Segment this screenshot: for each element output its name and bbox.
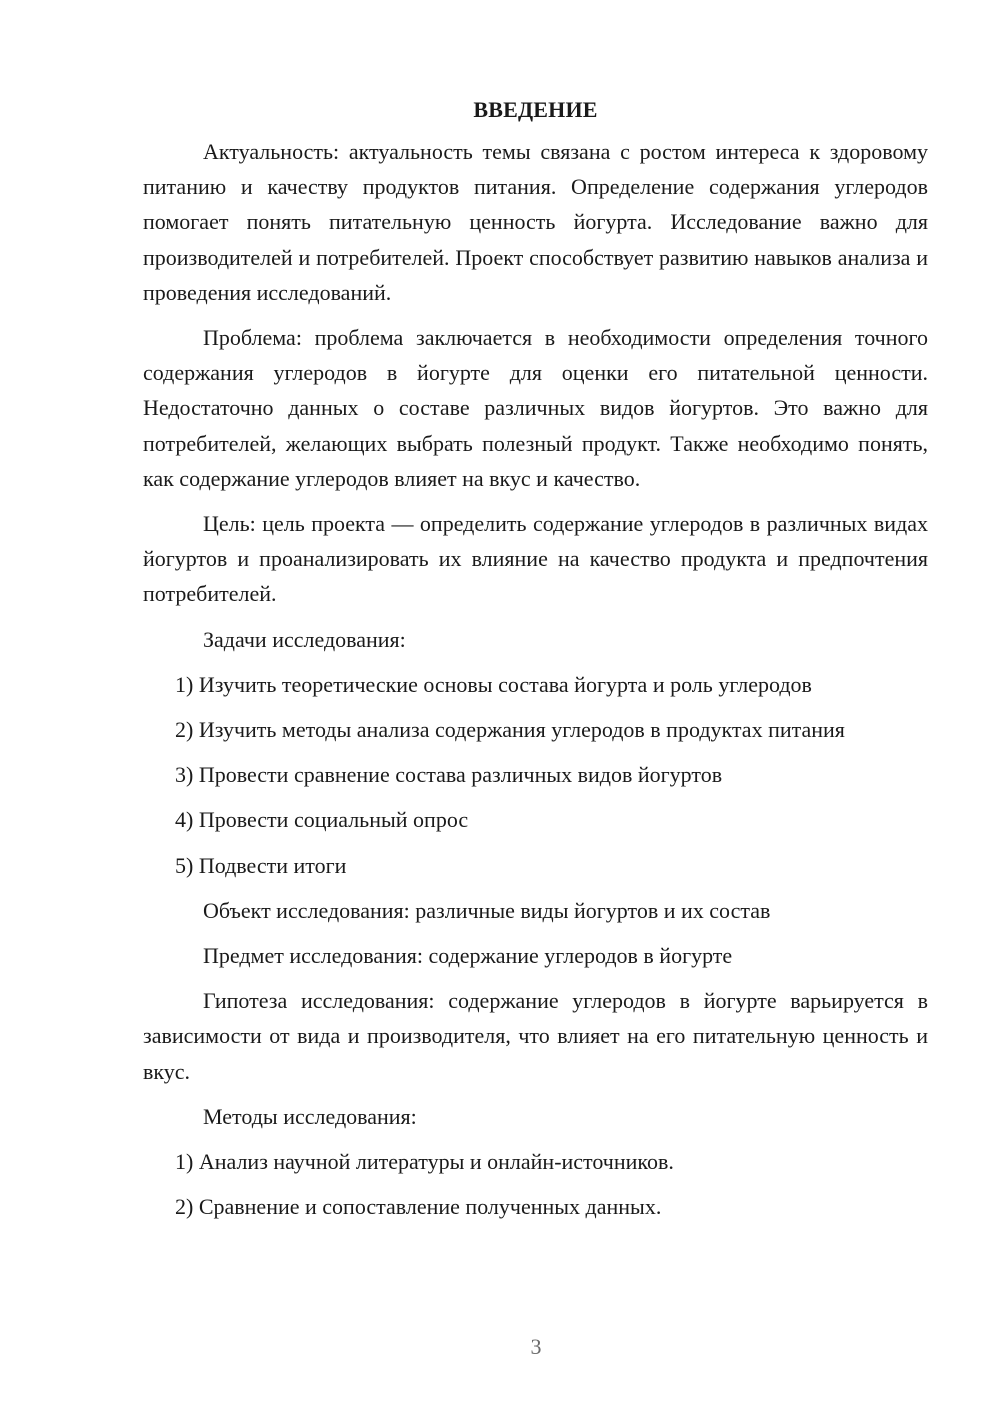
- task-item-5: 5) Подвести итоги: [175, 852, 347, 878]
- task-item-2: 2) Изучить методы анализа содержания углеродов в продуктах питания: [175, 717, 845, 743]
- tasks-heading: Задачи исследования:: [203, 626, 406, 652]
- research-object: Объект исследования: различные виды йогуртов и их состав: [203, 897, 771, 923]
- section-title: ВВЕДЕНИЕ: [473, 97, 598, 122]
- task-item-4: 4) Провести социальный опрос: [175, 807, 469, 833]
- research-subject: Предмет исследования: содержание углеродов в йогурте: [203, 943, 733, 969]
- page-number: 3: [530, 1334, 542, 1359]
- problem-paragraph: Проблема: проблема заключается в необходимости определения точного содержания углеродов в йогурте для оценки его питательной ценности. Недостаточно данных о составе различных видов йогуртов. Это важно для потребителей, желающих выбрать полезный продукт. Также необходимо понять, как содержание углеродов влияет на вкус и качество.: [143, 325, 928, 491]
- methods-heading: Методы исследования:: [203, 1103, 417, 1129]
- task-item-3: 3) Провести сравнение состава различных видов йогуртов: [175, 762, 723, 788]
- page-content: [143, 94, 928, 1234]
- method-item-1: 1) Анализ научной литературы и онлайн-источников.: [175, 1149, 674, 1175]
- task-item-1: 1) Изучить теоретические основы состава йогурта и роль углеродов: [175, 671, 812, 697]
- hypothesis-paragraph: Гипотеза исследования: содержание углеродов в йогурте варьируется в зависимости от вида и производителя, что влияет на его питательную ценность и вкус.: [143, 988, 928, 1084]
- relevance-paragraph: Актуальность: актуальность темы связана с ростом интереса к здоровому питанию и качеству продуктов питания. Определение содержания углеродов помогает понять питательную ценность йогурта. Исследование важно для производителей и потребителей. Проект способствует развитию навыков анализа и проведения исследований.: [143, 139, 928, 305]
- method-item-2: 2) Сравнение и сопоставление полученных данных.: [175, 1194, 662, 1220]
- goal-paragraph: Цель: цель проекта — определить содержание углеродов в различных видах йогуртов и проанализировать их влияние на качество продукта и предпочтения потребителей.: [143, 511, 928, 607]
